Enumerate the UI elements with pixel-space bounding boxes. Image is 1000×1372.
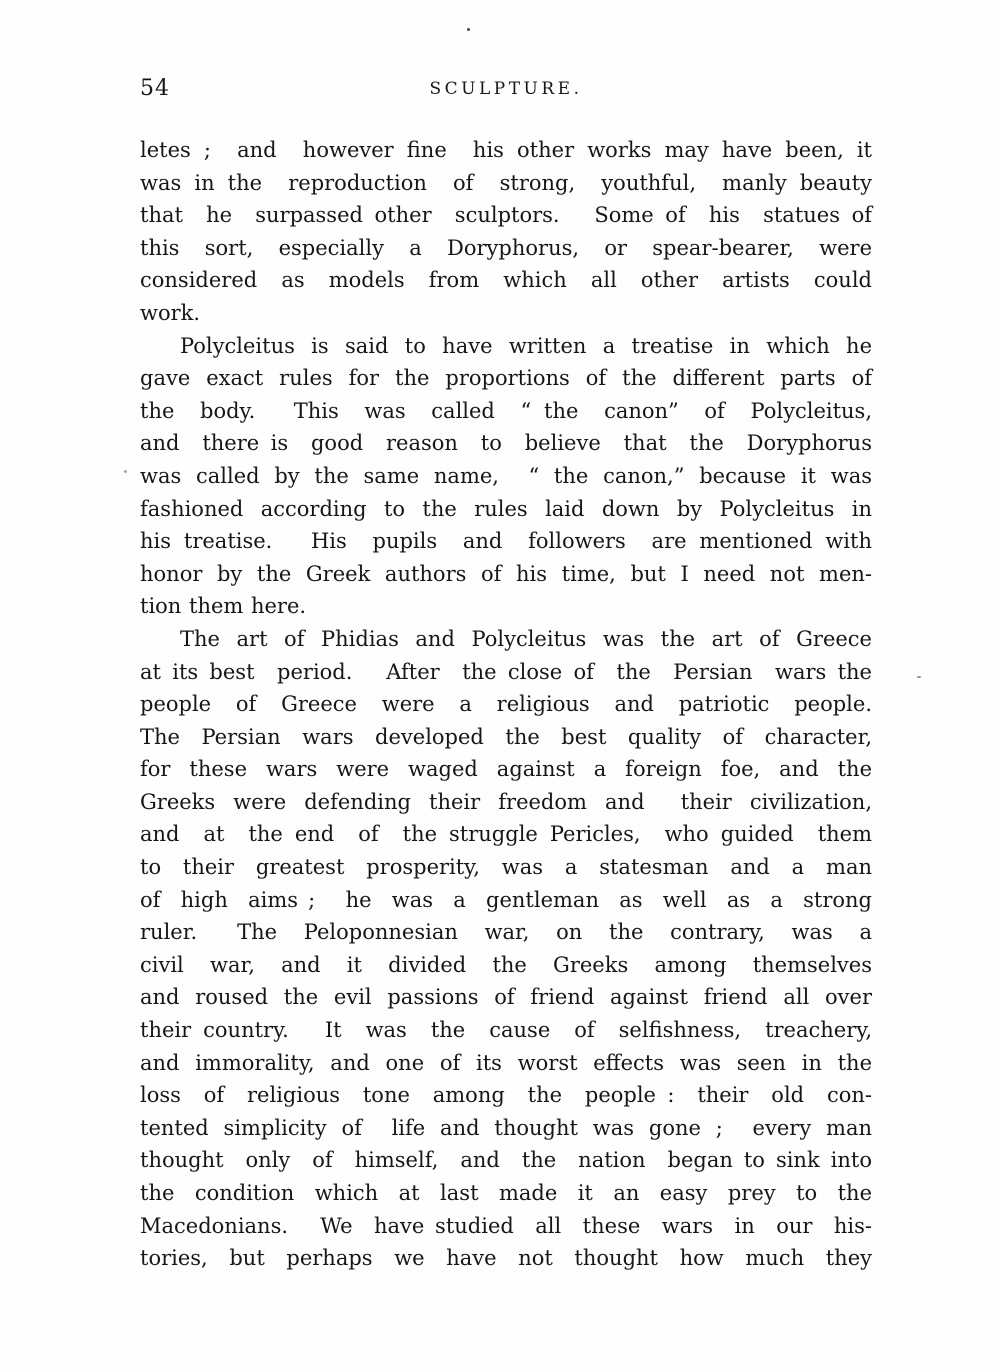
page-body xyxy=(140,134,872,1275)
text-line: tion them here. xyxy=(140,594,307,619)
text-line: ruler. The Peloponnesian war, on the contrary, was a xyxy=(140,920,872,945)
text-line: at its best period. After the close of the Persian wars the xyxy=(140,659,872,684)
text-line: Polycleitus is said to have written a treatise in which he xyxy=(180,333,872,358)
text-line: Greeks were defending their freedom and their civilization, xyxy=(140,789,872,814)
text-line: thought only of himself, and the nation began to sink into xyxy=(140,1148,872,1173)
text-line: and at the end of the struggle Pericles, who guided them xyxy=(140,822,872,847)
text-line: for these wars were waged against a foreign foe, and the xyxy=(140,757,872,782)
text-line: and roused the evil passions of friend against friend all over xyxy=(140,985,872,1010)
text-line: honor by the Greek authors of his time, but I need not men- xyxy=(140,561,872,586)
text-line: his treatise. His pupils and followers are mentioned with xyxy=(140,529,872,554)
page-header xyxy=(140,76,872,106)
text-line: was in the reproduction of strong, youthful, manly beauty xyxy=(140,170,872,195)
scan-speck xyxy=(917,676,921,678)
text-line: the body. This was called “ the canon” of Polycleitus, xyxy=(140,398,872,423)
text-line: of high aims ; he was a gentleman as well as a strong xyxy=(140,887,872,912)
page-number: 54 xyxy=(140,76,170,101)
text-line: Macedonians. We have studied all these wars in our his- xyxy=(140,1213,872,1238)
text-line: The art of Phidias and Polycleitus was the art of Greece xyxy=(180,626,872,651)
text-line: civil war, and it divided the Greeks among themselves xyxy=(140,952,872,977)
text-line: that he surpassed other sculptors. Some of his statues of xyxy=(140,203,872,228)
scan-speck xyxy=(124,470,127,473)
running-header-title: SCULPTURE. xyxy=(429,79,583,99)
text-line: to their greatest prosperity, was a statesman and a man xyxy=(140,855,872,880)
text-line: letes ; and however fine his other works may have been, it xyxy=(140,138,872,162)
text-line: work. xyxy=(140,300,201,325)
text-line: The Persian wars developed the best quality of character, xyxy=(140,724,872,749)
text-line: considered as models from which all other artists could xyxy=(140,268,872,293)
text-line: was called by the same name, “ the canon,” because it was xyxy=(140,463,872,488)
text-line: the condition which at last made it an easy prey to the xyxy=(140,1181,872,1205)
text-line: people of Greece were a religious and patriotic people. xyxy=(140,692,872,717)
scan-speck xyxy=(467,28,470,31)
text-line: and there is good reason to believe that the Doryphorus xyxy=(140,431,872,456)
text-line: this sort, especially a Doryphorus, or spear-bearer, were xyxy=(140,235,872,260)
text-line: loss of religious tone among the people : their old con- xyxy=(140,1083,872,1108)
text-line: and immorality, and one of its worst effects was seen in the xyxy=(140,1050,872,1075)
text-line: tented simplicity of life and thought was gone ; every man xyxy=(140,1115,872,1140)
text-line: tories, but perhaps we have not thought how much they xyxy=(140,1246,872,1271)
text-line: their country. It was the cause of selfishness, treachery, xyxy=(140,1018,872,1043)
text-line: fashioned according to the rules laid down by Polycleitus in xyxy=(140,496,872,521)
text-line: gave exact rules for the proportions of the different parts of xyxy=(140,366,872,391)
